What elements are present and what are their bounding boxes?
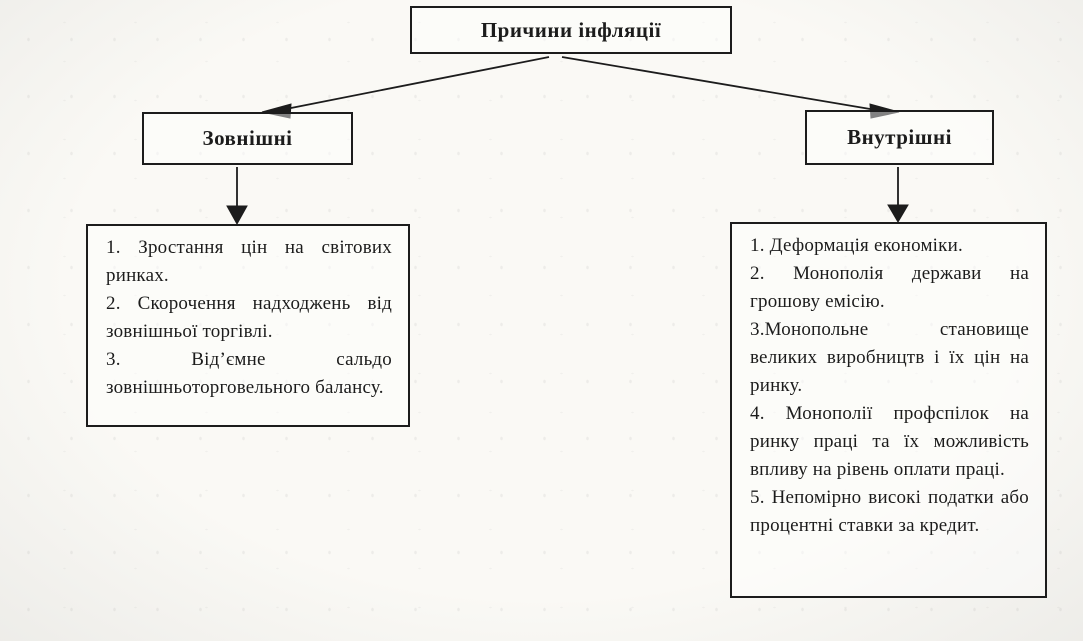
- external-detail-item-3: 3. Від’ємне сальдо зовнішньоторговельного балансу.: [106, 349, 392, 398]
- node-external: [142, 112, 353, 165]
- node-title: [410, 6, 732, 54]
- node-internal: [805, 110, 994, 165]
- arrow-internal-to-detail: [888, 167, 908, 222]
- node-internal-detail: [730, 222, 1047, 598]
- internal-detail-item-2: 2. Монополія держави на грошову емісію.: [750, 263, 1029, 312]
- node-title-label: Причини інфляції: [480, 17, 662, 42]
- external-detail-item-2: 2. Скорочення надходжень від зовнішньої торгівлі.: [106, 293, 392, 342]
- node-external-label: Зовнішні: [202, 126, 293, 150]
- internal-detail-item-5: 5. Непомірно високі податки або процентні ставки за кредит.: [750, 487, 1029, 536]
- internal-detail-item-1: 1. Деформація економіки.: [750, 235, 963, 256]
- internal-detail-item-4: 4. Монополії профспілок на ринку праці та їх можливість впливу на рівень оплати праці.: [750, 403, 1029, 480]
- arrow-title-to-external: [262, 57, 549, 118]
- external-detail-item-1: 1. Зростання цін на світових ринках.: [106, 237, 392, 286]
- node-external-detail: [86, 224, 410, 427]
- arrow-title-to-internal: [562, 57, 899, 118]
- arrow-external-to-detail: [227, 167, 247, 224]
- node-internal-label: Внутрішні: [847, 125, 952, 149]
- internal-detail-item-3: 3.Монопольне становище великих виробництв і їх цін на ринку.: [750, 319, 1029, 396]
